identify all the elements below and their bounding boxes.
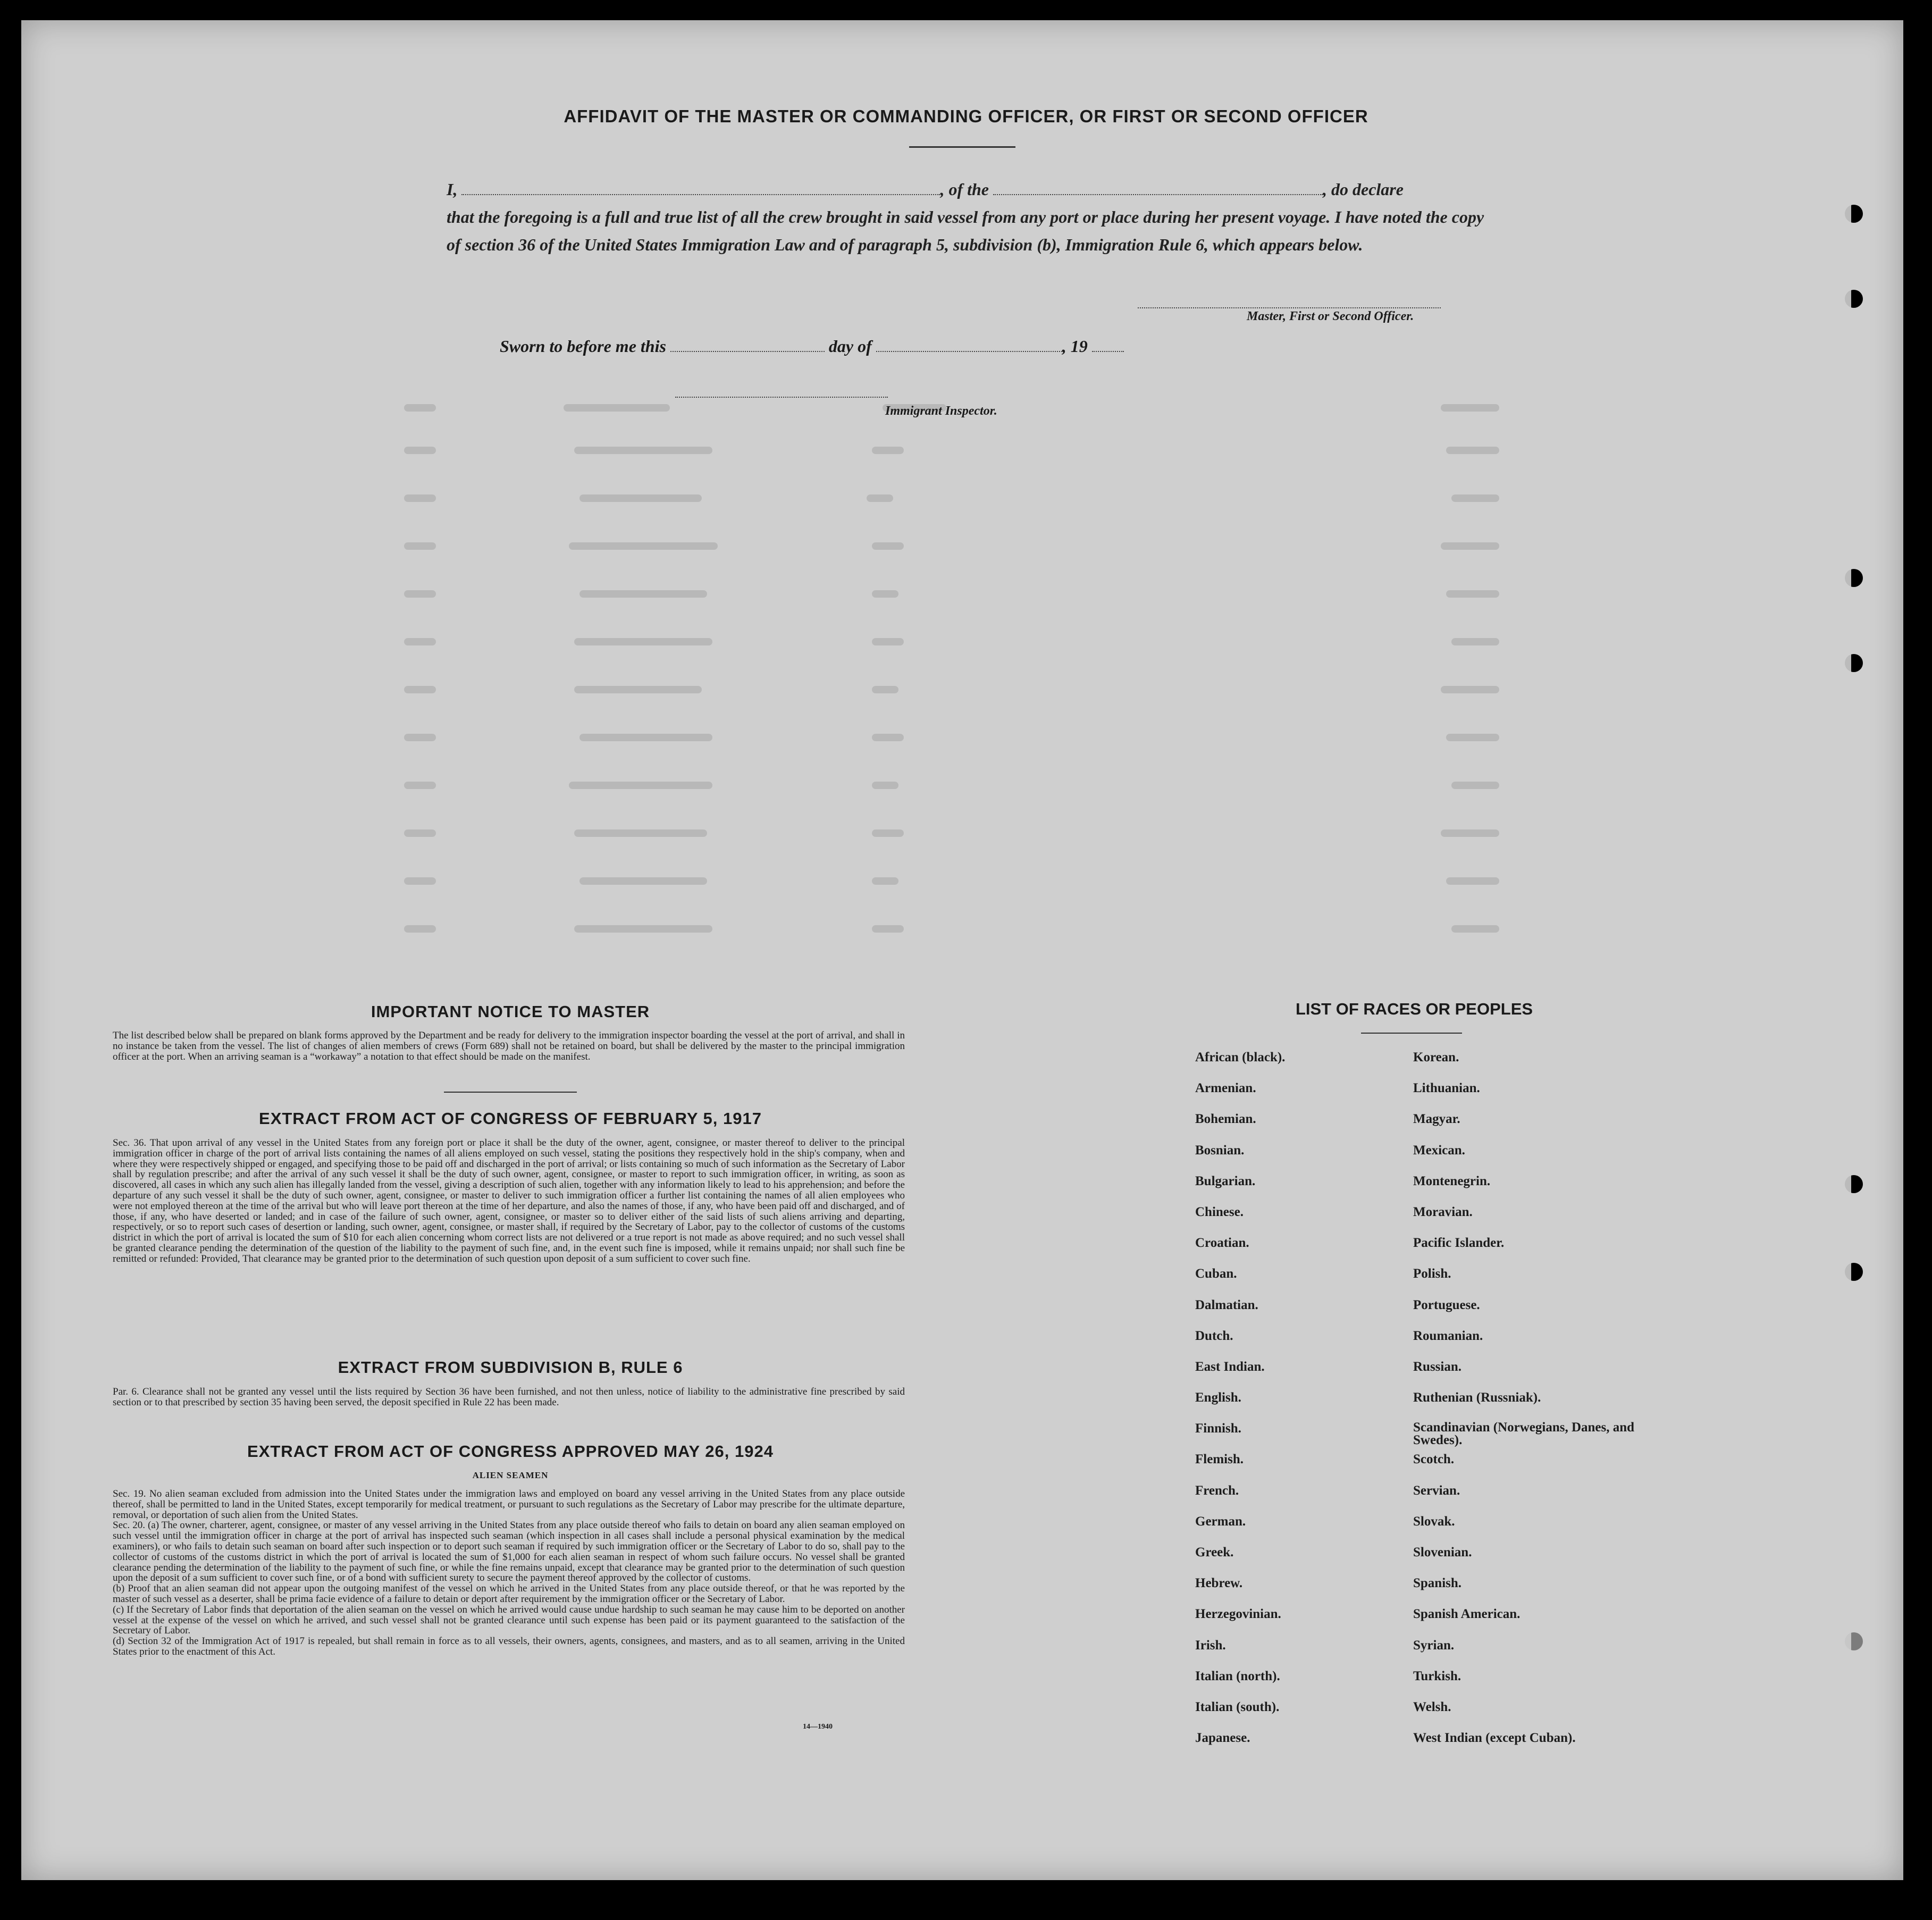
race-item: Servian. [1413, 1483, 1460, 1498]
race-item: Hebrew. [1195, 1576, 1243, 1591]
section-20a-text: Sec. 20. (a) The owner, charterer, agent, consignee, or master of any vessel arriving in the United States from any place outside thereof who fails to detain on board any alien seaman employed on such vessel until the immigration officer in charge at the port of arrival has inspected such seaman (which inspection in all cases shall include a personal physical examination by the medical examiners), or who fails to detain such seaman on board after such inspection or to deport such seaman if required by such immigration officer or the Secretary of Labor to do so, shall pay to the collector of customs of the customs district in which the port of arrival is located the sum of $1,000 for each alien seaman in respect of whom such failure occurs. No vessel shall be granted clearance pending the determination of the liability to the payment of such fine, or while the fine remains unpaid, except that clearance may be granted prior to the determination of such question upon the deposit of a sum sufficient to cover such fine, or of a bond with sufficient surety to secure the payment thereof approved by the collector of customs. [113, 1520, 905, 1584]
bleed-through-marks [404, 393, 1595, 989]
extract-1917-text: Sec. 36. That upon arrival of any vessel in the United States from any foreign port or place it shall be the duty of the owner, agent, consignee, or master thereof to deliver to the principal immigration officer in charge of the port of arrival lists containing the names of all aliens employed on such vessel, stating the positions they respectively hold in the ship's company, when and where they were respectively shipped or engaged, and specifying those to be paid off and discharged in the port of arrival; or lists containing so much of such information as the Secretary of Labor shall by regulation prescribe; and after the arrival of any such vessel it shall be the duty of such owner, agent, consignee, or master to report to such immigration officer, in writing, as soon as discovered, all cases in which any such alien has illegally landed from the vessel, giving a description of such alien, together with any information likely to lead to his apprehension; and before the departure of any such vessel it shall be the duty of such owner, agent, consignee, or master to deliver to such immigration officer a further list containing the names of all alien employees who were not employed thereon at the time of the arrival but who will leave port thereon at the time of her departure, and also the names of those, if any, who have been paid off and discharged, and of those, if any, who have deserted or landed; and in case of the failure of such owner, agent, consignee, or master so to deliver either of the said lists of such aliens arriving and departing, respectively, or so to report such cases of desertion or landing, such owner, agent, consignee, or master shall, if required by the Secretary of Labor, pay to the collector of customs of the customs district in which the port of arrival is located the sum of $10 for each alien concerning whom correct lists are not delivered or a true report is not made as above required; and no such vessel shall be granted clearance pending the determination of the question of the liability to the payment of such fine, and, in the event such fine is imposed, while it remains unpaid; nor shall such fine be remitted or refunded: Provided, That clearance may be granted prior to the determination of such question upon deposit of a sum sufficient to cover such fine. [113, 1137, 905, 1264]
sworn-date-blank[interactable] [670, 335, 825, 352]
race-item: African (black). [1195, 1050, 1286, 1064]
sworn-prefix: Sworn to before me this [500, 337, 666, 356]
race-item: Slovak. [1413, 1514, 1455, 1529]
race-item: Greek. [1195, 1545, 1234, 1560]
race-item: German. [1195, 1514, 1246, 1529]
alien-seamen-subtitle: ALIEN SEAMEN [472, 1470, 549, 1480]
race-item: Finnish. [1195, 1421, 1241, 1436]
punch-hole [1845, 654, 1863, 672]
inspector-label: Immigrant Inspector. [885, 404, 997, 418]
race-item: Chinese. [1195, 1204, 1244, 1219]
race-item: Portuguese. [1413, 1297, 1480, 1312]
declaration-of-the: , of the [940, 180, 989, 199]
race-item: Scandinavian (Norwegians, Danes, and Swedes). [1413, 1420, 1635, 1448]
race-item: West Indian (except Cuban). [1413, 1731, 1576, 1746]
race-item: Ruthenian (Russniak). [1413, 1390, 1541, 1405]
notice-text: The list described below shall be prepared on blank forms approved by the Department and be ready for delivery to the immigration inspector boarding the vessel at the port of arrival, and shall in no instance be taken from the vessel. The list of changes of alien members of crews (Form 689) shall not be retained on board, but shall be delivered by the master to the principal immigration officer at the port. When an arriving seaman is a “workaway” a notation to that effect should be made on the manifest. [113, 1030, 905, 1062]
race-item: Flemish. [1195, 1452, 1244, 1467]
punch-hole [1845, 290, 1863, 308]
race-item: Dalmatian. [1195, 1297, 1258, 1312]
race-item: Lithuanian. [1413, 1081, 1480, 1096]
punch-hole [1845, 1263, 1863, 1281]
race-item: Mexican. [1413, 1143, 1465, 1158]
races-right-column [1413, 1050, 1636, 1762]
races-title: LIST OF RACES OR PEOPLES [1295, 1000, 1533, 1018]
notice-title: IMPORTANT NOTICE TO MASTER [371, 1002, 650, 1021]
extract-1924-sections [113, 1489, 905, 1657]
title-divider [909, 146, 1015, 148]
race-item: Italian (south). [1195, 1699, 1280, 1714]
race-item: Montenegrin. [1413, 1173, 1491, 1188]
declaration-do-declare: , do declare [1323, 180, 1404, 199]
race-item: Pacific Islander. [1413, 1236, 1505, 1251]
affidavit-title: AFFIDAVIT OF THE MASTER OR COMMANDING OFFICER, OR FIRST OR SECOND OFFICER [564, 106, 1368, 126]
race-item: Japanese. [1195, 1731, 1250, 1746]
notice-divider [444, 1092, 577, 1093]
race-item: Cuban. [1195, 1267, 1237, 1281]
declaration-block [447, 175, 1489, 258]
race-item: Spanish. [1413, 1576, 1462, 1591]
declaration-body: that the foregoing is a full and true list of all the crew brought in said vessel from any port or place during her present voyage. I have noted the copy of section 36 of the United States Immigration Law and of paragraph 5, subdivision (b), Immigration Rule 6, which appears below. [447, 207, 1484, 254]
race-item: Russian. [1413, 1359, 1462, 1374]
form-number: 14—1940 [803, 1723, 833, 1731]
extract-1917-title: EXTRACT FROM ACT OF CONGRESS OF FEBRUARY 5, 1917 [259, 1109, 762, 1128]
name-blank[interactable] [461, 178, 940, 195]
declaration-line [447, 175, 1489, 203]
race-item: Scotch. [1413, 1452, 1455, 1467]
race-item: Bulgarian. [1195, 1173, 1256, 1188]
sworn-year-blank[interactable] [1092, 335, 1124, 352]
signature-line[interactable] [1138, 291, 1441, 308]
signature-label: Master, First or Second Officer. [1247, 309, 1414, 323]
race-item: Polish. [1413, 1267, 1451, 1281]
extract-1924-title: EXTRACT FROM ACT OF CONGRESS APPROVED MAY 26, 1924 [247, 1442, 774, 1461]
race-item: Italian (north). [1195, 1669, 1280, 1683]
race-item: Irish. [1195, 1638, 1226, 1653]
punch-hole [1845, 569, 1863, 587]
race-item: Croatian. [1195, 1236, 1249, 1251]
race-item: Bohemian. [1195, 1112, 1256, 1127]
race-item: Armenian. [1195, 1081, 1256, 1096]
extract-rule6-title: EXTRACT FROM SUBDIVISION B, RULE 6 [338, 1358, 683, 1377]
race-item: English. [1195, 1390, 1241, 1405]
race-item: Moravian. [1413, 1204, 1473, 1219]
sworn-day-of: day of [828, 337, 872, 356]
race-item: Dutch. [1195, 1328, 1233, 1343]
race-item: Magyar. [1413, 1112, 1460, 1127]
extract-rule6-text: Par. 6. Clearance shall not be granted any vessel until the lists required by Section 36 have been furnished, and not then unless, notice of liability to the administrative fine prescribed by said section or to that prescribed by section 35 having been served, the deposit specified in Rule 22 has been made. [113, 1386, 905, 1408]
punch-hole [1845, 1175, 1863, 1193]
section-19-text: Sec. 19. No alien seaman excluded from admission into the United States under the immigration laws and employed on board any vessel arriving in the United States from any place outside thereof, shall be permitted to land in the United States, except temporarily for medical treatment, or pursuant to such regulations as the Secretary of Labor may prescribe for the ultimate departure, removal, or deportation of such alien from the United States. [113, 1488, 905, 1521]
race-item: French. [1195, 1483, 1239, 1498]
punch-hole [1845, 205, 1863, 223]
declaration-i: I, [447, 180, 458, 199]
race-item: East Indian. [1195, 1359, 1265, 1374]
sworn-line [500, 335, 1124, 356]
sworn-year: , 19 [1062, 337, 1088, 356]
race-item: Welsh. [1413, 1699, 1451, 1714]
race-item: Bosnian. [1195, 1143, 1245, 1158]
race-item: Herzegovinian. [1195, 1607, 1281, 1622]
race-item: Roumanian. [1413, 1328, 1483, 1343]
race-item: Spanish American. [1413, 1607, 1521, 1622]
races-left-column [1195, 1050, 1397, 1762]
section-20c-text: (c) If the Secretary of Labor finds that deportation of the alien seaman on the vessel on which he arrived would cause undue hardship to such seaman he may cause him to be deported on another vessel at the expense of the vessel on which he arrived, and such vessel shall not be granted clearance until such expense has been paid or its payment guaranteed to the satisfaction of the Secretary of Labor. [113, 1604, 905, 1637]
punch-hole [1845, 1632, 1863, 1650]
race-item: Turkish. [1413, 1669, 1461, 1683]
races-divider [1361, 1033, 1462, 1034]
race-item: Syrian. [1413, 1638, 1455, 1653]
vessel-blank[interactable] [993, 178, 1323, 195]
section-20d-text: (d) Section 32 of the Immigration Act of 1917 is repealed, but shall remain in force as to all vessels, their owners, agents, consignees, and masters, and as to all seamen, arriving in the United States prior to the enactment of this Act. [113, 1636, 905, 1657]
race-item: Slovenian. [1413, 1545, 1472, 1560]
race-item: Korean. [1413, 1050, 1459, 1064]
inspector-signature-line[interactable] [675, 381, 888, 398]
section-20b-text: (b) Proof that an alien seaman did not appear upon the outgoing manifest of the vessel on which he arrived in the United States from any place outside thereof, or that he was reported by the master of such vessel as a deserter, shall be prima facie evidence of a failure to detain or deport after requirement by the immigration officer or the Secretary of Labor. [113, 1583, 905, 1605]
sworn-month-blank[interactable] [876, 335, 1062, 352]
